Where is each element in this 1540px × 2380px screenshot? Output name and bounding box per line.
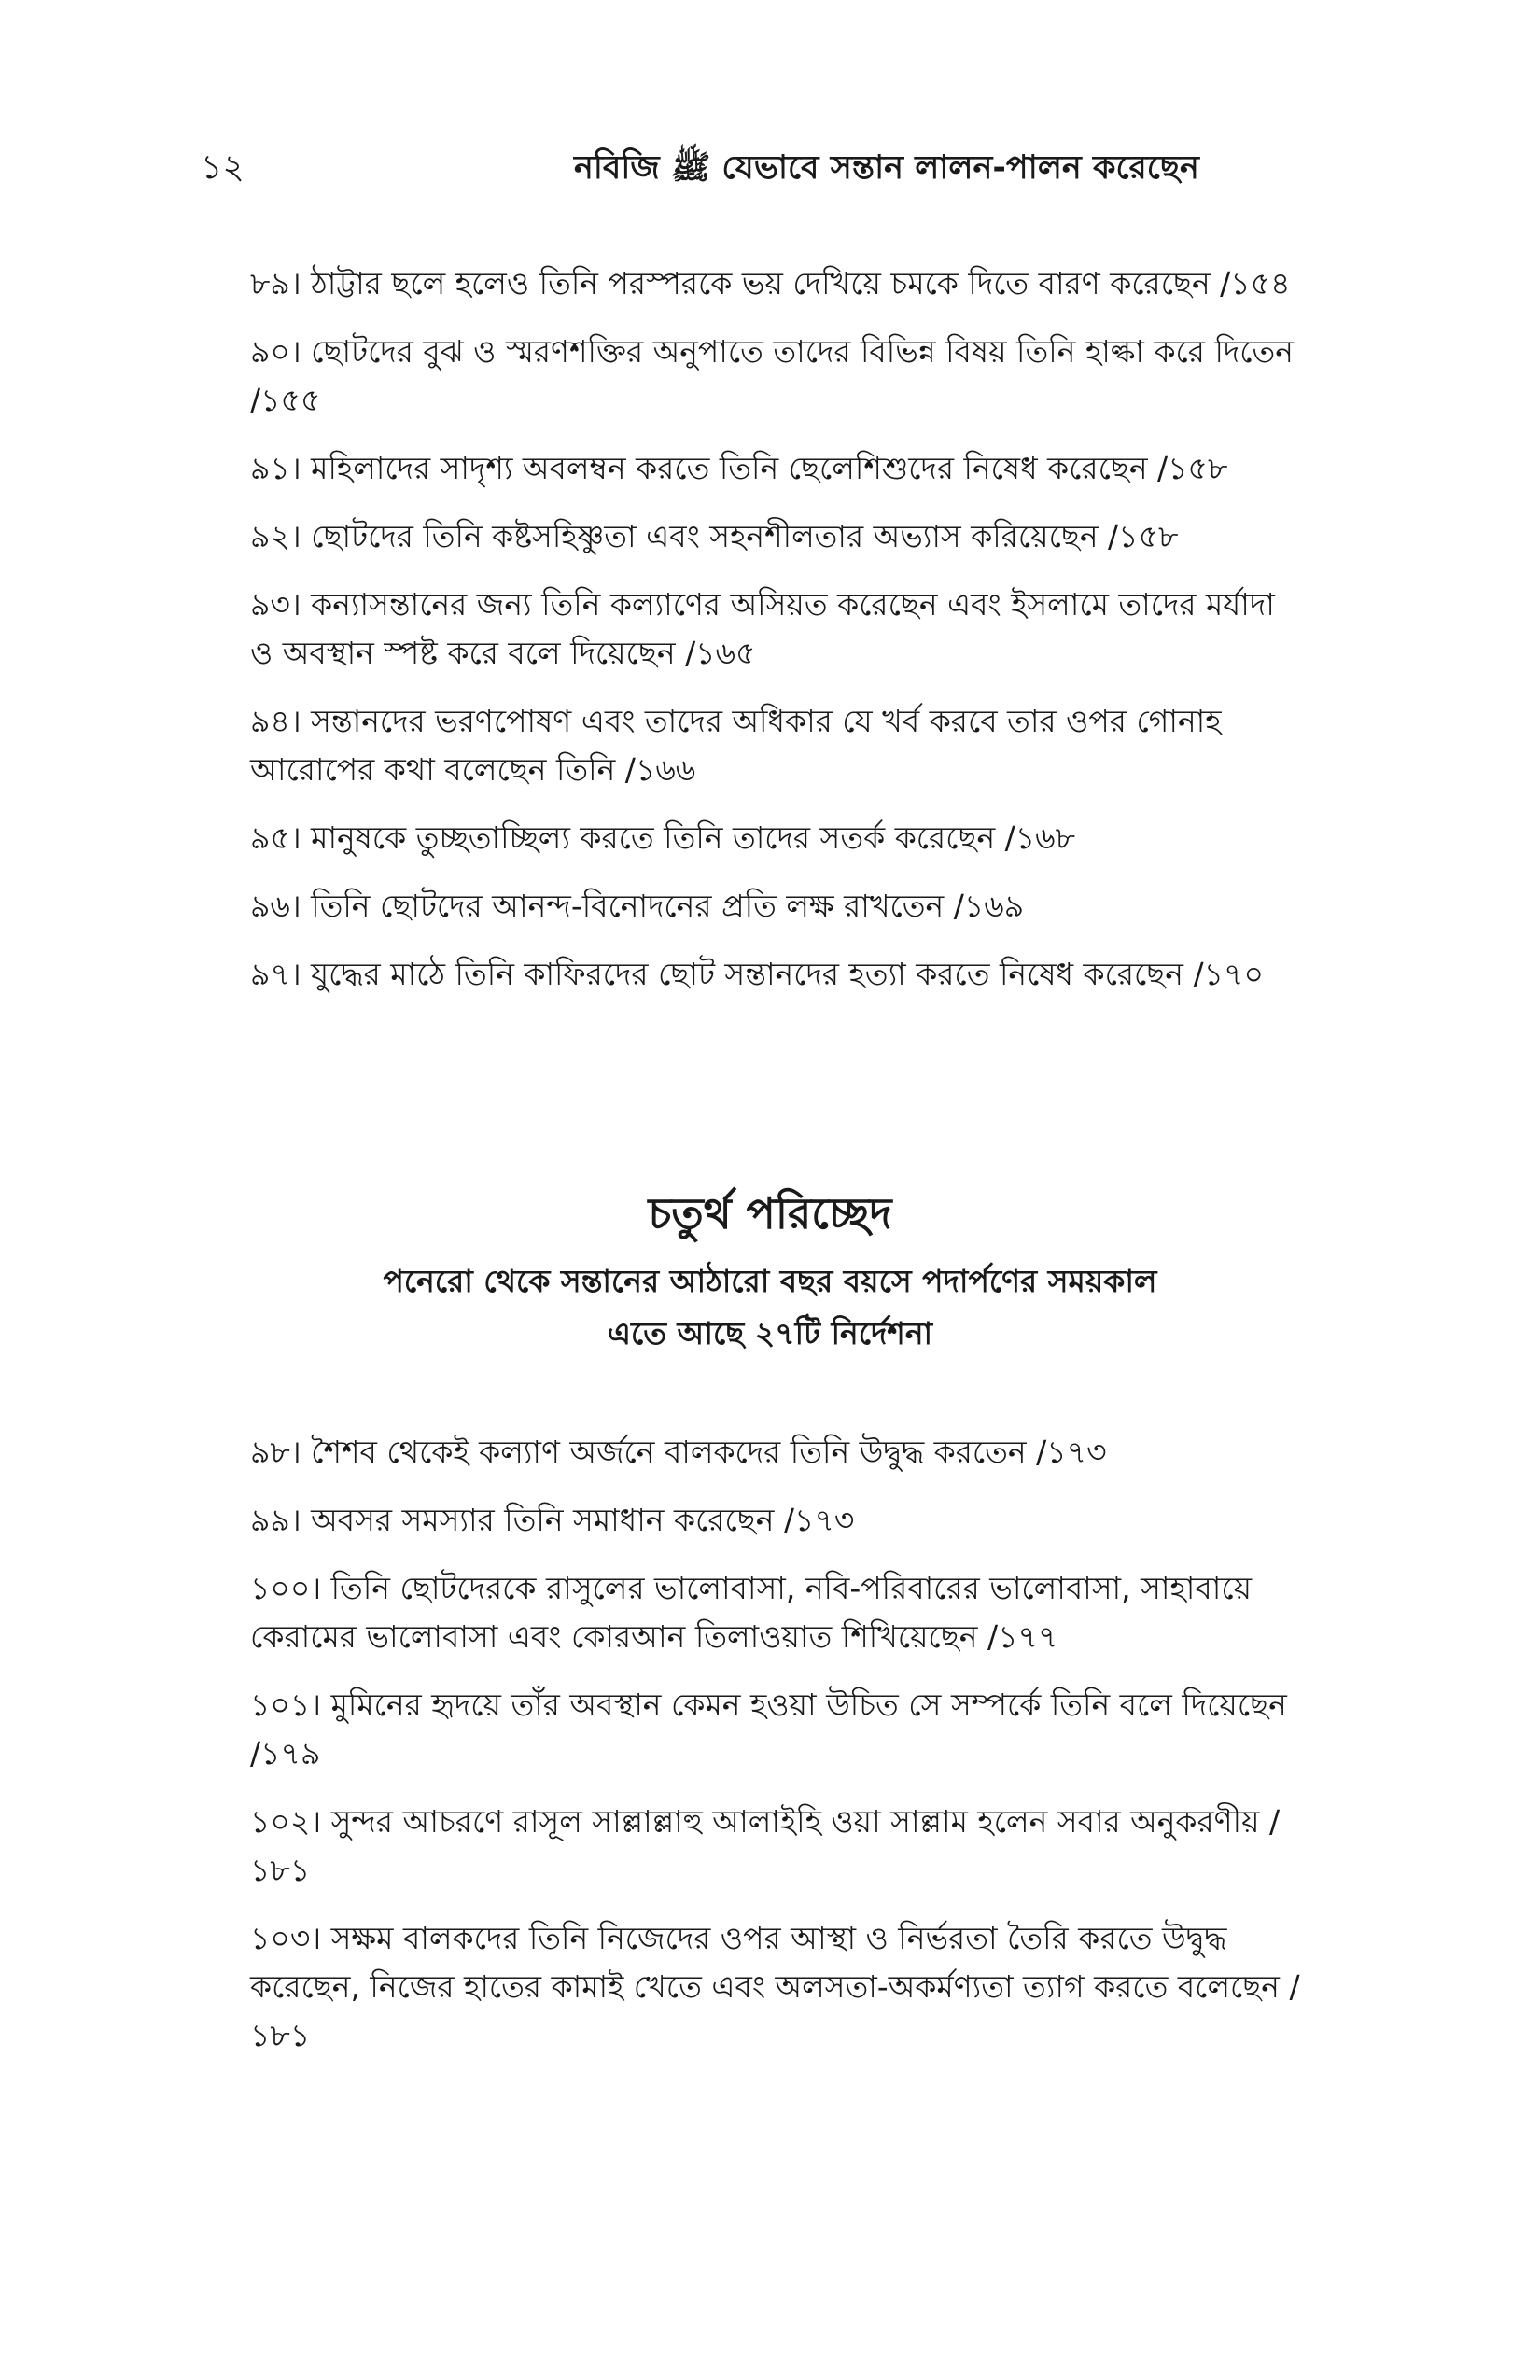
- running-title: নবিজি ﷺ যেভাবে সন্তান লালন-পালন করেছেন: [574, 149, 1199, 187]
- list-item: ৯৬। তিনি ছোটদের আনন্দ-বিনোদনের প্রতি লক্ষ রাখতেন /১৬৯: [250, 888, 1025, 924]
- list-item: ৯৮। শৈশব থেকেই কল্যাণ অর্জনে বালকদের তিনি উদ্বুদ্ধ করতেন /১৭৩: [250, 1434, 1107, 1470]
- list-item: ৯৯। অবসর সমস্যার তিনি সমাধান করেছেন /১৭৩: [250, 1502, 855, 1538]
- list-item: ৯০। ছোটদের বুঝ ও স্মরণশক্তির অনুপাতে তাদের বিভিন্ন বিষয় তিনি হাল্কা করে দিতেন /১৫৫: [250, 333, 1294, 418]
- chapter-guideline-count: এতে আছে ২৭টি নির্দেশনা: [607, 1315, 933, 1351]
- list-item: ৯৪। সন্তানদের ভরণপোষণ এবং তাদের অধিকার যে খর্ব করবে তার ওপর গোনাহ আরোপের কথা বলেছেন তিনি /১৬৬: [250, 703, 1222, 788]
- list-item: ৯৩। কন্যাসন্তানের জন্য তিনি কল্যাণের অসিয়ত করেছেন এবং ইসলামে তাদের মর্যাদা ও অবস্থান স্পষ্ট করে বলে দিয়েছেন /১৬৫: [250, 586, 1275, 671]
- chapter-heading: [201, 1181, 1339, 1360]
- list-item: ১০২। সুন্দর আচরণে রাসূল সাল্লাল্লাহু আলাইহি ওয়া সাল্লাম হলেন সবার অনুকরণীয় /১৮১: [250, 1803, 1281, 1888]
- list-item: ১০০। তিনি ছোটদেরকে রাসুলের ভালোবাসা, নবি-পরিবারের ভালোবাসা, সাহাবায়ে কেরামের ভালোবাসা এবং কোরআন তিলাওয়াত শিখিয়েছেন /১৭৭: [250, 1570, 1253, 1655]
- chapter-title: চতুর্থ পরিচ্ছেদ: [648, 1188, 892, 1239]
- list-item: ৯৭। যুদ্ধের মাঠে তিনি কাফিরদের ছোট সন্তানদের হত্যা করতে নিষেধ করেছেন /১৭০: [250, 956, 1264, 992]
- contents-list-fourth-chapter: [250, 1428, 1305, 2079]
- list-item: ১০৩। সক্ষম বালকদের তিনি নিজেদের ওপর আস্থা ও নির্ভরতা তৈরি করতে উদ্বুদ্ধ করেছেন, নিজের হাতের কামাই খেতে এবং অলসতা-অকর্মণ্যতা ত্যাগ করতে বলেছেন /১৮১: [250, 1920, 1300, 2053]
- contents-list-previous-chapter: [250, 259, 1305, 1018]
- list-item: ৮৯। ঠাট্টার ছলে হলেও তিনি পরস্পরকে ভয় দেখিয়ে চমকে দিতে বারণ করেছেন /১৫৪: [250, 265, 1291, 301]
- list-item: ৯১। মহিলাদের সাদৃশ্য অবলম্বন করতে তিনি ছেলেশিশুদের নিষেধ করেছেন /১৫৮: [250, 450, 1228, 486]
- list-item: ১০১। মুমিনের হৃদয়ে তাঁর অবস্থান কেমন হওয়া উচিত সে সম্পর্কে তিনি বলে দিয়েছেন /১৭৯: [250, 1687, 1287, 1771]
- list-item: ৯৫। মানুষকে তুচ্ছতাচ্ছিল্য করতে তিনি তাদের সতর্ক করেছেন /১৬৮: [250, 819, 1076, 856]
- running-header: [201, 140, 1339, 196]
- page-number: ১২: [201, 148, 245, 187]
- chapter-subtitle: পনেরো থেকে সন্তানের আঠারো বছর বয়সে পদার্পণের সময়কাল: [383, 1263, 1157, 1299]
- list-item: ৯২। ছোটদের তিনি কষ্টসহিষ্ণুতা এবং সহনশীলতার অভ্যাস করিয়েছেন /১৫৮: [250, 518, 1179, 554]
